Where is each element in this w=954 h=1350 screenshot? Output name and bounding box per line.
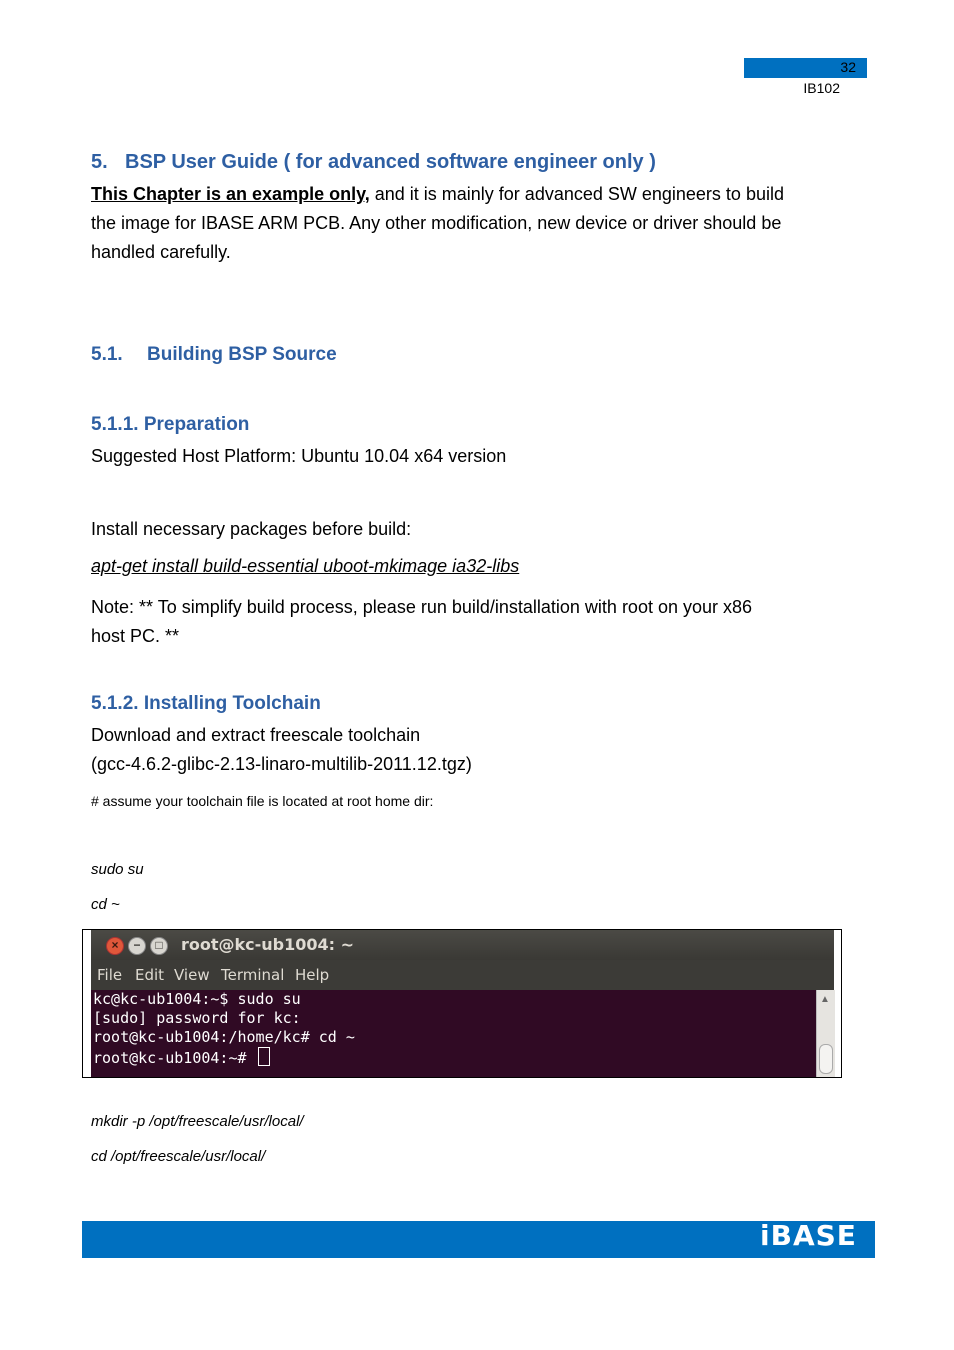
toolchain-comment: # assume your toolchain file is located at root home dir: xyxy=(91,793,434,809)
section-number: 5. xyxy=(91,151,108,173)
terminal-line: kc@kc-ub1004:~$ sudo su xyxy=(93,990,301,1008)
command-mkdir: mkdir -p /opt/freescale/usr/local/ xyxy=(91,1113,304,1130)
install-command: apt-get install build-essential uboot-mkimage ia32-libs xyxy=(91,556,520,576)
intro-text-line2: the image for IBASE ARM PCB. Any other modification, new device or driver should be xyxy=(91,213,782,233)
download-line1: Download and extract freescale toolchain xyxy=(91,725,421,745)
scrollbar-thumb[interactable] xyxy=(819,1044,833,1074)
host-platform-text: Suggested Host Platform: Ubuntu 10.04 x64 version xyxy=(91,446,507,466)
terminal-screenshot xyxy=(82,929,842,1078)
section-5-1-heading xyxy=(91,344,337,366)
intro-bold-text: This Chapter is an example only, xyxy=(91,184,370,204)
section-number: 5.1. xyxy=(91,344,123,365)
download-line2: (gcc-4.6.2-glibc-2.13-linaro-multilib-2011.12.tgz) xyxy=(91,754,472,774)
menu-edit[interactable]: Edit xyxy=(135,966,165,984)
minimize-icon[interactable]: − xyxy=(128,937,146,955)
close-icon[interactable]: × xyxy=(106,937,124,955)
ibase-logo: iBASE xyxy=(760,1219,857,1252)
scroll-up-icon[interactable]: ▲ xyxy=(820,994,830,1005)
section-5-1-2-heading: 5.1.2. Installing Toolchain xyxy=(91,693,321,714)
section-5-1-1-heading: 5.1.1. Preparation xyxy=(91,414,250,435)
terminal-line xyxy=(93,1047,270,1067)
page-number: 32 xyxy=(840,59,856,75)
terminal-menu-bar xyxy=(91,960,834,990)
section-title: BSP User Guide ( for advanced software engineer only ) xyxy=(125,151,656,173)
menu-help[interactable]: Help xyxy=(295,966,330,984)
terminal-scrollbar[interactable] xyxy=(816,990,835,1077)
section-5-heading xyxy=(91,151,656,174)
intro-text-line3: handled carefully. xyxy=(91,242,231,262)
cursor-icon xyxy=(258,1047,270,1066)
menu-file[interactable]: File xyxy=(97,966,123,984)
footer-bar xyxy=(82,1221,875,1258)
section-5-intro xyxy=(91,180,831,267)
download-text xyxy=(91,721,831,779)
terminal-line: root@kc-ub1004:/home/kc# cd ~ xyxy=(93,1028,355,1046)
terminal-title-bar xyxy=(91,930,834,960)
command-cd-opt: cd /opt/freescale/usr/local/ xyxy=(91,1148,266,1165)
command-cd-home: cd ~ xyxy=(91,896,120,913)
section-title: Building BSP Source xyxy=(147,344,337,365)
document-code: IB102 xyxy=(803,80,840,96)
terminal-window-title: root@kc-ub1004: ~ xyxy=(181,935,355,954)
install-intro-text: Install necessary packages before build: xyxy=(91,519,412,539)
note-line1: Note: ** To simplify build process, please run build/installation with root on your x86 xyxy=(91,597,753,617)
note-line2: host PC. ** xyxy=(91,626,180,646)
menu-terminal[interactable]: Terminal xyxy=(221,966,285,984)
terminal-body[interactable] xyxy=(91,990,816,1077)
maximize-icon[interactable]: □ xyxy=(150,937,168,955)
note-text xyxy=(91,593,831,651)
intro-text-line1: and it is mainly for advanced SW engineers to build xyxy=(369,184,784,204)
terminal-line: [sudo] password for kc: xyxy=(93,1009,301,1027)
command-sudo-su: sudo su xyxy=(91,861,144,878)
terminal-prompt: root@kc-ub1004:~# xyxy=(93,1049,256,1067)
menu-view[interactable]: View xyxy=(174,966,210,984)
